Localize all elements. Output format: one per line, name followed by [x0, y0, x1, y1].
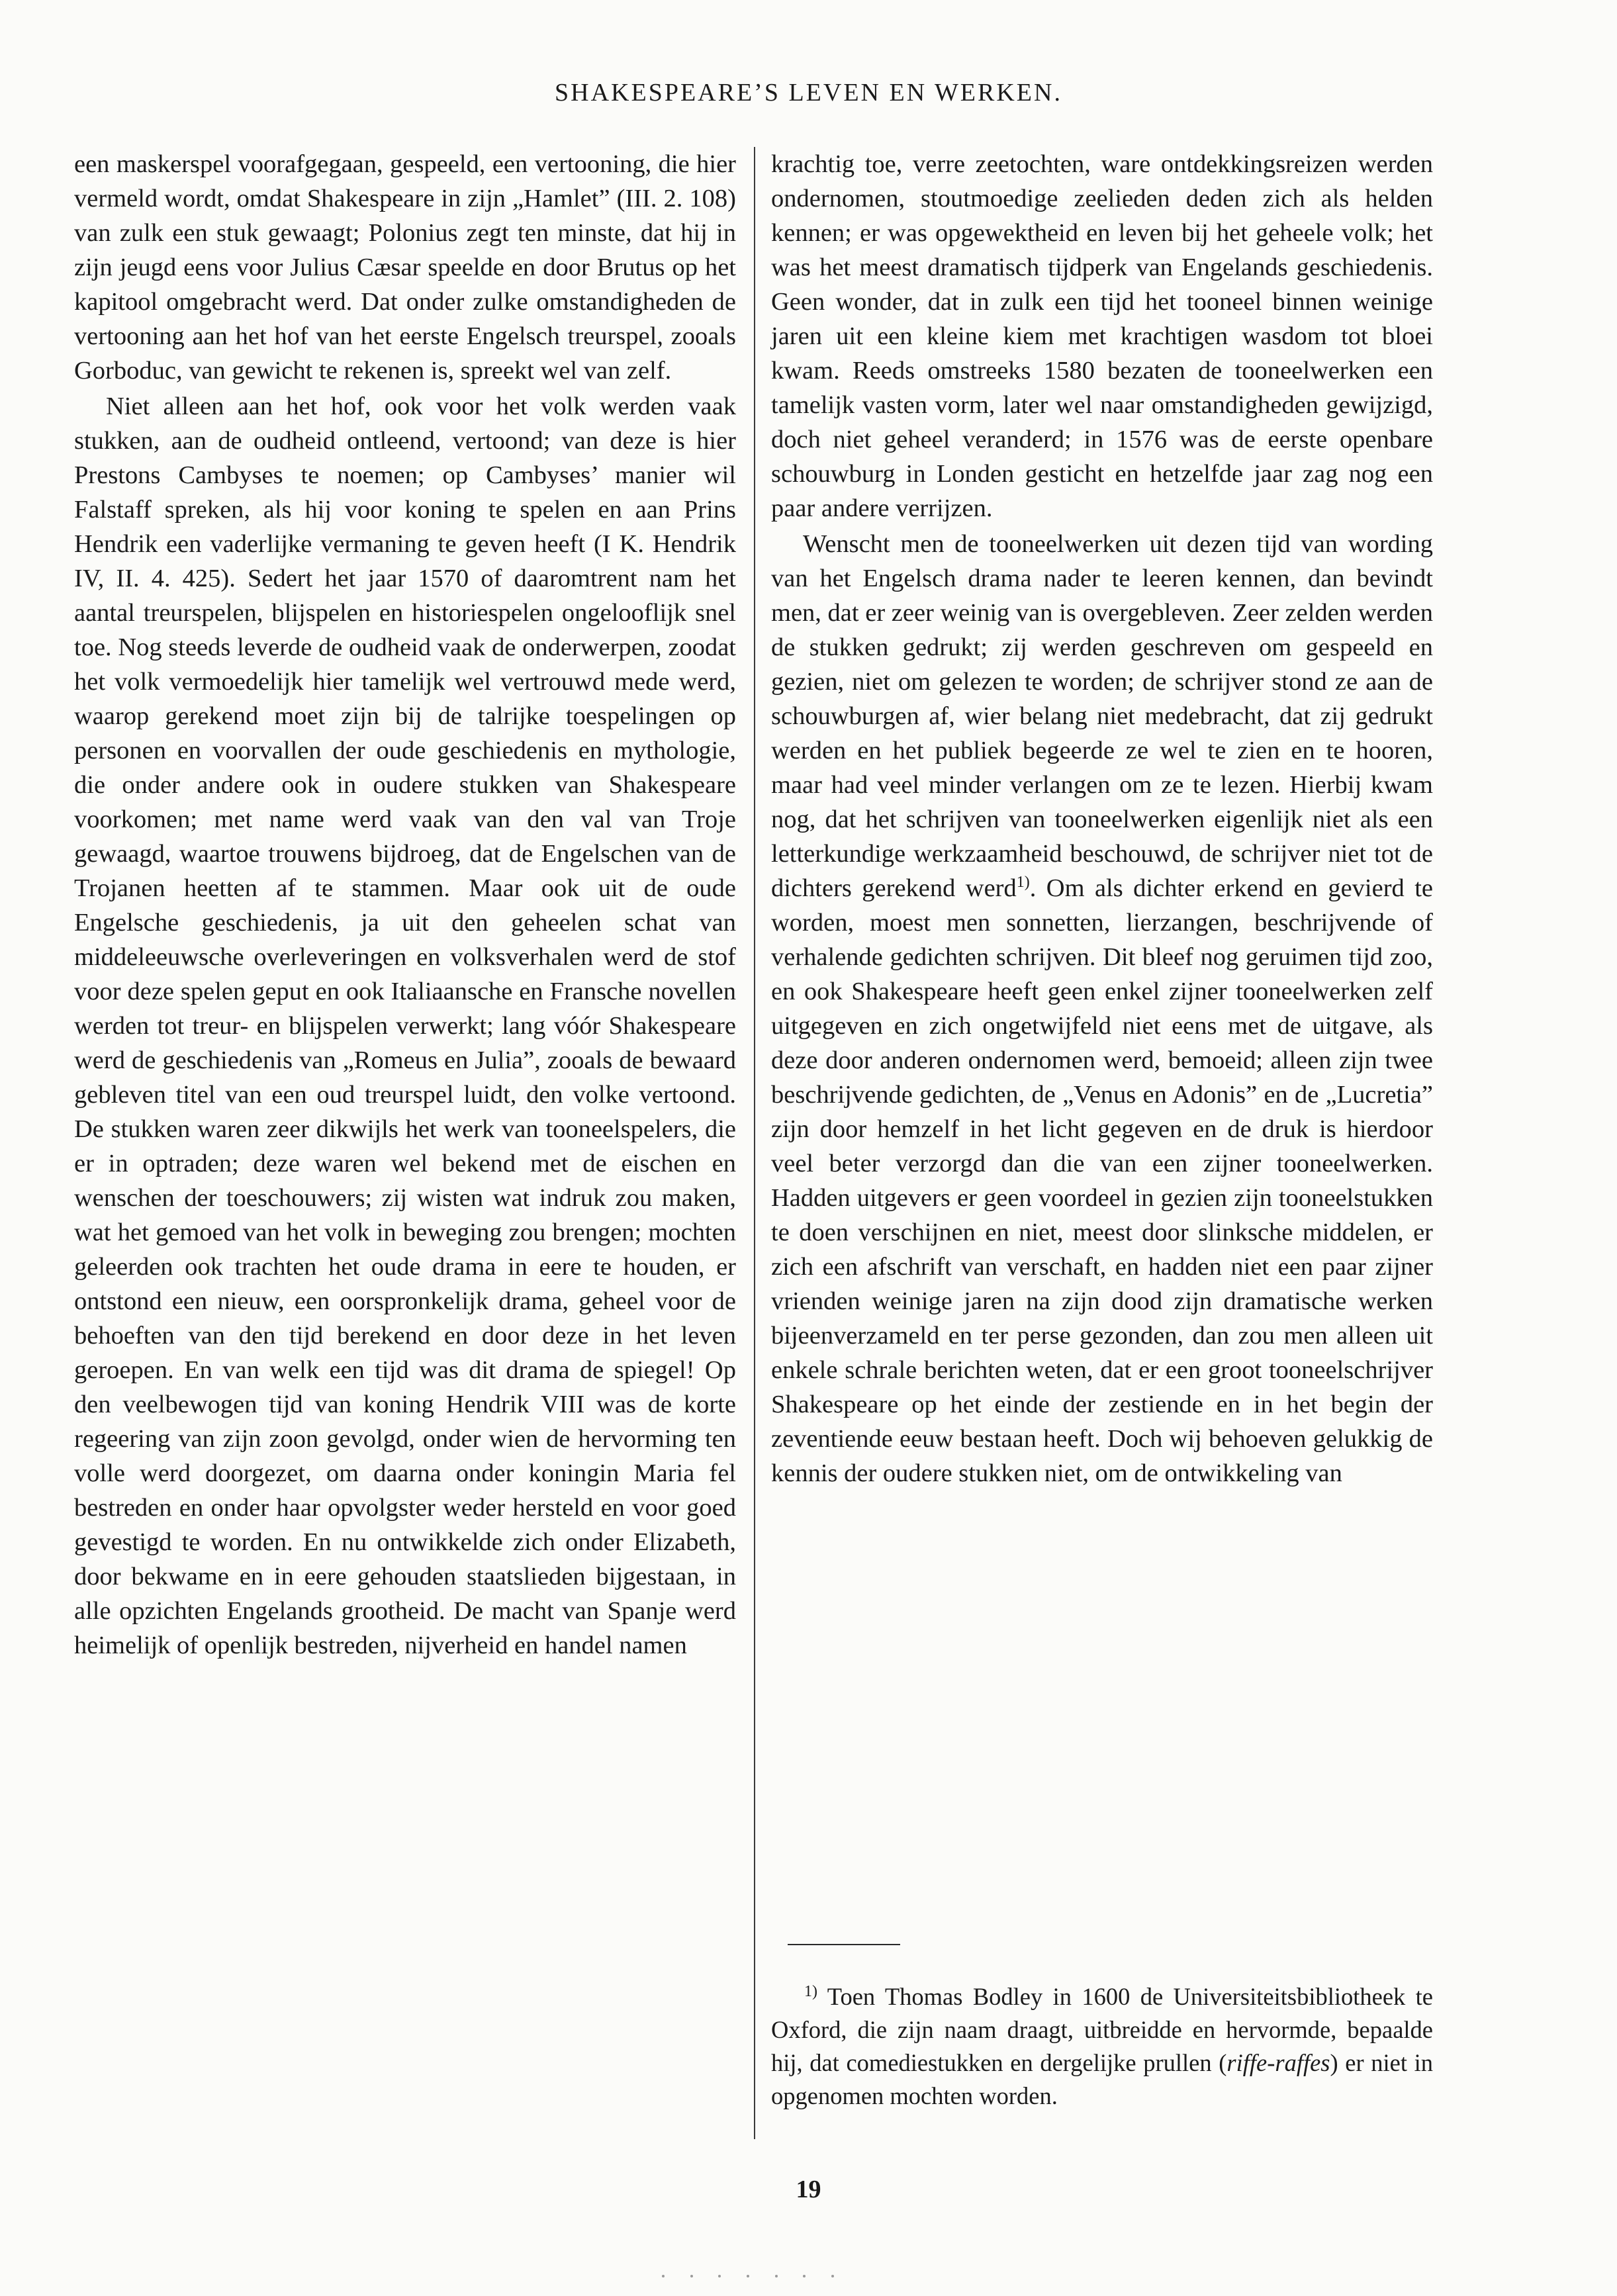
running-head: SHAKESPEARE’S LEVEN EN WERKEN. — [555, 79, 1062, 107]
footnote — [771, 1980, 1433, 2113]
right-paragraph-1: krachtig toe, verre zeetochten, ware ontdekkingsreizen werden ondernomen, stoutmoedige zeelieden deden zich als helden kennen; er was opgewektheid en leven bij het geheele volk; het was het meest dramatisch tijdperk van Engelands geschiedenis. Geen wonder, dat in zulk een tijd het tooneel binnen weinige jaren uit een kleine kiem met krachtigen wasdom tot bloei kwam. Reeds omstreeks 1580 bezaten de tooneelwerken een tamelijk vasten vorm, later wel naar omstandigheden gewijzigd, doch niet geheel veranderd; in 1576 was de eerste openbare schouwburg in Londen gesticht en hetzelfde jaar zag nog een paar andere verrijzen. — [771, 150, 1433, 522]
speck — [803, 2275, 806, 2277]
speck — [831, 2275, 834, 2277]
left-column — [74, 147, 736, 1663]
speck — [690, 2275, 693, 2277]
right-paragraph-2 — [771, 527, 1433, 1491]
right-column — [771, 147, 1433, 1491]
footnote-separator — [788, 1944, 900, 1945]
speck — [718, 2275, 721, 2277]
print-specks — [662, 2273, 834, 2279]
footnote-mark: 1) — [804, 1982, 817, 2000]
right-paragraph-2-part-2: . Om als dichter erkend en gevierd te worden, moest men sonnetten, lierzangen, beschrijvende of verhalende gedichten schrijven. Dit bleef nog geruimen tijd zoo, en ook Shakespeare heeft geen enkel zijner tooneelwerken zelf uitgegeven en zich ongetwijfeld niet eens met de uitgave, als deze door anderen ondernomen werd, bemoeid; alleen zijn twee beschrijvende gedichten, de „Venus en Adonis” en de „Lucretia” zijn door hemzelf in het licht gegeven en de druk is hierdoor veel beter verzorgd dan die van een zijner tooneelwerken. Hadden uitgevers er geen voordeel in gezien zijn tooneelstukken te doen verschijnen en niet, meest door slinksche middelen, er zich een afschrift van verschaft, en hadden niet een paar zijner vrienden weinige jaren na zijn dood zijn dramatische werken bijeenverzameld en ter perse gezonden, dan zou men alleen uit enkele schrale berichten weten, dat er een groot tooneelschrijver Shakespeare op het einde der zestiende en in het begin der zeventiende eeuw bestaan heeft. Doch wij behoeven gelukkig de kennis der oudere stukken niet, om de ontwikkeling van — [771, 874, 1433, 1487]
column-divider — [754, 147, 755, 2139]
speck — [775, 2275, 778, 2277]
footnote-text-after: ) er niet in opgenomen mochten worden. — [771, 2049, 1433, 2109]
footnote-text-before: Toen Thomas Bodley in 1600 de Universiteitsbibliotheek te Oxford, die zijn naam draagt, uitbreidde en hervormde, bepaalde hij, dat comediestukken en dergelijke prullen ( — [771, 1983, 1434, 2076]
page-number: 19 — [796, 2176, 821, 2203]
footnote-italic: riffe-raffes — [1226, 2049, 1330, 2076]
speck — [747, 2275, 749, 2277]
right-paragraph-2-part-1: Wenscht men de tooneelwerken uit dezen tijd van wording van het Engelsch drama nader te leeren kennen, dan bevindt men, dat er zeer weinig van is overgebleven. Zeer zelden werden de stukken gedrukt; zij werden geschreven om gespeeld en gezien, niet om gelezen te worden; de schrijver stond ze aan de schouwburgen af, wier belang niet medebracht, dat zij gedrukt werden en het publiek begeerde ze wel te zien en te hooren, maar had veel minder verlangen om ze te lezen. Hierbij kwam nog, dat het schrijven van tooneelwerken eigenlijk niet als een letterkundige werkzaamheid beschouwd, de schrijver niet tot de dichters gerekend werd — [771, 530, 1433, 902]
left-paragraph-2: Niet alleen aan het hof, ook voor het volk werden vaak stukken, aan de oudheid ontleend, vertoond; van deze is hier Prestons Cambyses te noemen; op Cambyses’ manier wil Falstaff spreken, als hij voor koning te spelen en aan Prins Hendrik een vaderlijke vermaning te geven heeft (I K. Hendrik IV, II. 4. 425). Sedert het jaar 1570 of daaromtrent nam het aantal treurspelen, blijspelen en historiespelen ongelooflijk snel toe. Nog steeds leverde de oudheid vaak de onderwerpen, zoodat het volk vermoedelijk hier tamelijk wel vertrouwd mede werd, waarop gerekend moet zijn bij de talrijke toespelingen op personen en voorvallen der oude geschiedenis en mythologie, die onder andere ook in oudere stukken van Shakespeare voorkomen; met name werd vaak van den val van Troje gewaagd, waartoe trouwens bijdroeg, dat de Engelschen van de Trojanen heetten af te stammen. Maar ook uit de oude Engelsche geschiedenis, ja uit den geheelen schat van middeleeuwsche overleveringen en volksverhalen werd de stof voor deze spelen geput en ook Italiaansche en Fransche novellen werden tot treur- en blijspelen verwerkt; lang vóór Shakespeare werd de geschiedenis van „Romeus en Julia”, zooals de bewaard gebleven titel van een oud treurspel luidt, den volke vertoond. De stukken waren zeer dikwijls het werk van tooneelspelers, die er in optraden; deze waren wel bekend met de eischen en wenschen der toeschouwers; zij wisten wat indruk zou maken, wat het gemoed van het volk in beweging zou brengen; mochten geleerden ook trachten het oude drama in eere te houden, er ontstond een nieuw, een oorspronkelijk drama, geheel voor de behoeften van den tijd berekend en door deze in het leven geroepen. En van welk een tijd was dit drama de spiegel! Op den veelbewogen tijd van koning Hendrik VIII was de korte regeering van zijn zoon gevolgd, onder wien de hervorming ten volle werd doorgezet, om daarna onder koningin Maria fel bestreden en onder haar opvolgster weder hersteld en voor goed gevestigd te worden. En nu ontwikkelde zich onder Elizabeth, door bekwame en in eere gehouden staatslieden bijgestaan, in alle opzichten Engelands grootheid. De macht van Spanje werd heimelijk of openlijk bestreden, nijverheid en handel namen — [74, 392, 736, 1659]
speck — [662, 2275, 665, 2277]
left-paragraph-1: een maskerspel voorafgegaan, gespeeld, een vertooning, die hier vermeld wordt, omdat Shakespeare in zijn „Hamlet” (III. 2. 108) van zulk een stuk gewaagt; Polonius zegt ten minste, dat hij in zijn jeugd eens voor Julius Cæsar speelde en door Brutus op het kapitool omgebracht werd. Dat onder zulke omstandigheden de vertooning aan het hof van het eerste Engelsch treurspel, zooals Gorboduc, van gewicht te rekenen is, spreekt wel van zelf. — [74, 150, 736, 385]
footnote-reference: 1) — [1016, 874, 1030, 892]
